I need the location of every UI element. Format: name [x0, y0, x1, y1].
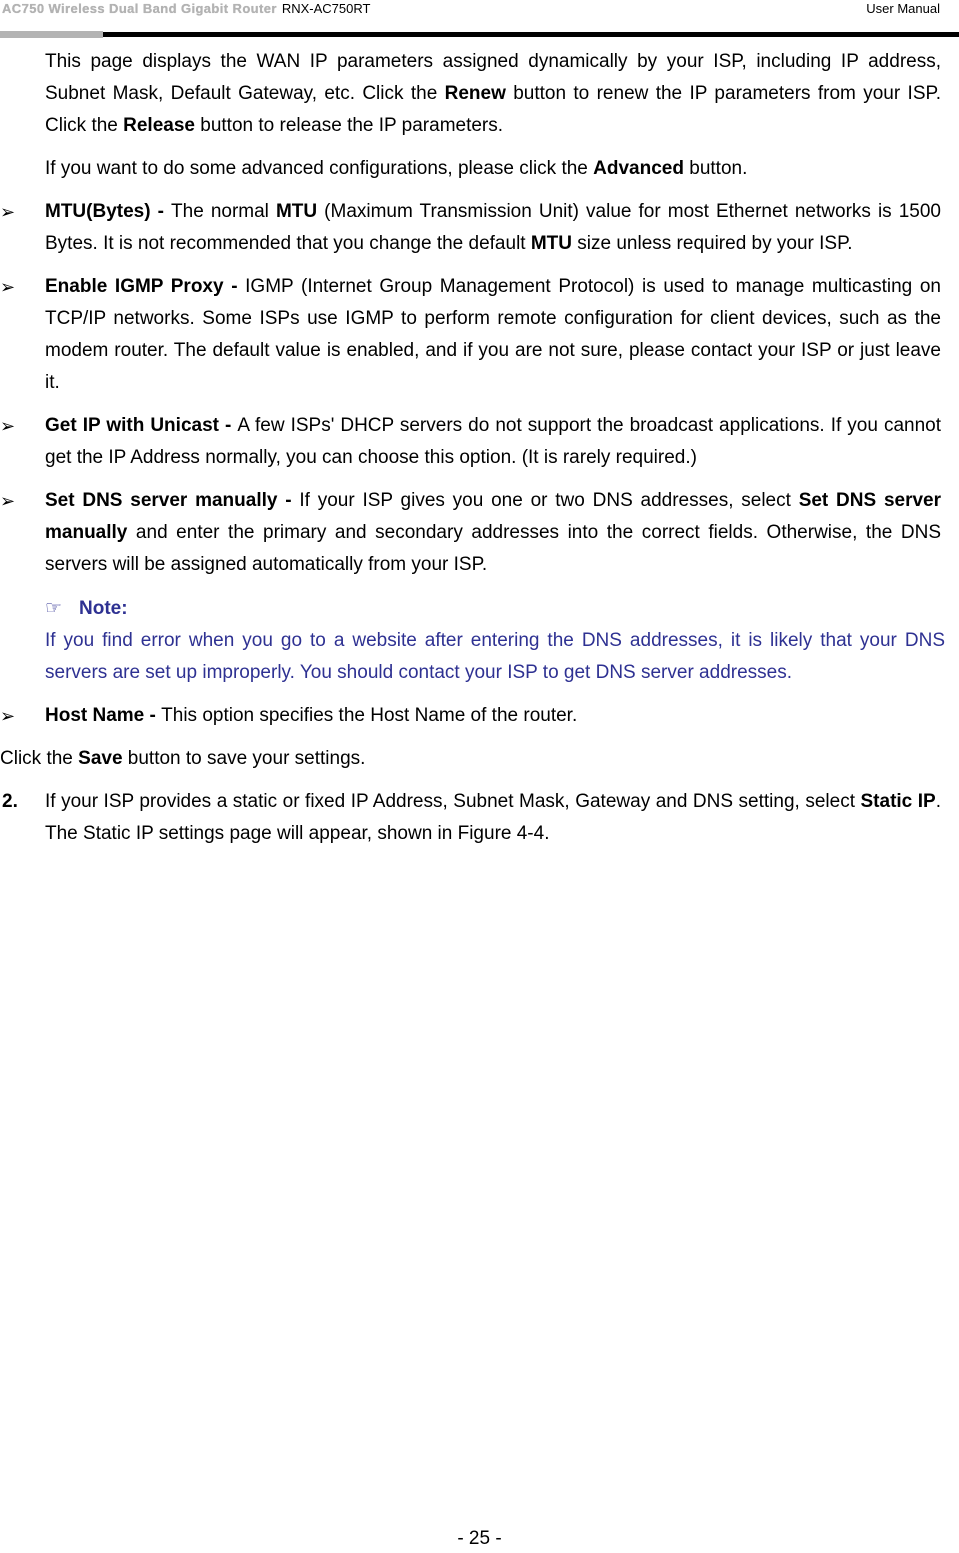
mtu-keyword-2: MTU	[530, 233, 573, 254]
dns-keyword: Set DNS server manually	[45, 490, 942, 543]
mtu-term: MTU(Bytes) -	[45, 201, 172, 222]
static-ip-keyword: Static IP	[860, 791, 936, 812]
renew-keyword: Renew	[444, 83, 506, 104]
advanced-paragraph	[45, 153, 941, 185]
dns-text-2: and enter the primary and secondary addresses into the correct fields. Otherwise, the DNS servers will be assigned automatically from your ISP.	[45, 522, 941, 575]
bullet-mtu	[0, 196, 941, 260]
igmp-term: Enable IGMP Proxy -	[45, 276, 246, 297]
pointing-hand-icon: ☞	[45, 598, 63, 619]
advanced-text-1: If you want to do some advanced configurations, please click the	[45, 158, 594, 179]
advanced-text-2: button.	[683, 158, 748, 179]
save-text-1: Click the	[0, 748, 79, 769]
igmp-text: IGMP (Internet Group Management Protocol) is used to manage multicasting on TCP/IP networks. Some ISPs use IGMP to perform remote configuration for client devices, such as the modem router. The default value is enabled, and if you are not sure, please contact your ISP or just leave it.	[45, 276, 941, 393]
arrow-bullet-icon: ➢	[0, 202, 16, 222]
header-manual-label: User Manual	[866, 1, 940, 16]
host-term: Host Name -	[45, 705, 162, 726]
release-keyword: Release	[123, 115, 195, 136]
header-rule-black	[103, 32, 959, 37]
bullet-dns-manual	[0, 485, 942, 581]
note-heading	[45, 593, 959, 625]
step-number: 2.	[2, 791, 18, 812]
intro-text-2: button to renew the IP parameters from your ISP. Click the	[45, 83, 942, 136]
step-2	[2, 786, 941, 850]
mtu-text-1: The normal	[171, 201, 276, 222]
mtu-text-2: (Maximum Transmission Unit) value for most Ethernet networks is 1500 Bytes. It is not recommended that you change the default	[45, 201, 941, 254]
save-text-2: button to save your settings.	[122, 748, 366, 769]
intro-text-3: button to release the IP parameters.	[194, 115, 504, 136]
bullet-host-name	[0, 700, 941, 732]
page-body	[0, 46, 959, 850]
advanced-keyword: Advanced	[593, 158, 684, 179]
arrow-bullet-icon: ➢	[0, 706, 16, 726]
step2-text-2: . The Static IP settings page will appear, shown in Figure 4-4.	[45, 791, 941, 844]
header-model: RNX-AC750RT	[281, 1, 371, 16]
dns-term: Set DNS server manually -	[45, 490, 300, 511]
note-text: If you find error when you go to a website after entering the DNS addresses, it is likely that your DNS servers are set up improperly. You should contact your ISP to get DNS server addresses.	[45, 630, 945, 683]
bullet-igmp-proxy	[0, 271, 941, 399]
mtu-keyword-1: MTU	[275, 201, 318, 222]
note-title: Note:	[79, 598, 128, 619]
unicast-text: A few ISPs' DHCP servers do not support the broadcast applications. If you cannot get the IP Address normally, you can choose this option. (It is rarely required.)	[45, 415, 941, 468]
intro-text-1: This page displays the WAN IP parameters assigned dynamically by your ISP, including IP address, Subnet Mask, Default Gateway, etc. Click the	[45, 51, 941, 104]
arrow-bullet-icon: ➢	[0, 277, 16, 297]
host-text: This option specifies the Host Name of the router.	[161, 705, 578, 726]
header-title	[2, 1, 370, 16]
save-instruction	[0, 743, 959, 775]
unicast-term: Get IP with Unicast -	[45, 415, 238, 436]
step2-text-1: If your ISP provides a static or fixed IP Address, Subnet Mask, Gateway and DNS setting, select	[45, 791, 861, 812]
header-rule-gray	[0, 31, 103, 38]
arrow-bullet-icon: ➢	[0, 491, 16, 511]
page-header	[0, 0, 959, 40]
arrow-bullet-icon: ➢	[0, 416, 16, 436]
intro-paragraph	[45, 46, 941, 142]
save-keyword: Save	[78, 748, 123, 769]
mtu-text-3: size unless required by your ISP.	[572, 233, 853, 254]
page-number: - 25 -	[457, 1528, 502, 1549]
header-product-name: AC750 Wireless Dual Band Gigabit Router	[2, 1, 277, 16]
dns-text-1: If your ISP gives you one or two DNS addresses, select	[299, 490, 799, 511]
bullet-unicast	[0, 410, 941, 474]
